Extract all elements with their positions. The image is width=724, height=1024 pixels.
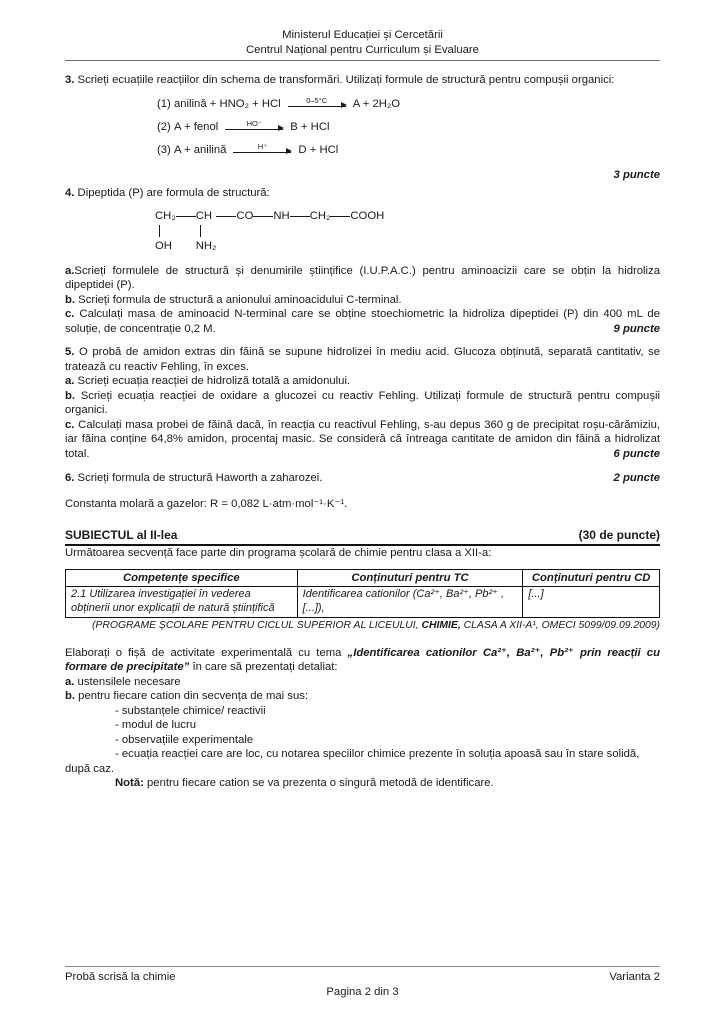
reaction-arrow	[225, 120, 283, 130]
group-nh: NH	[273, 209, 290, 222]
points-label: 2 puncte	[613, 472, 660, 484]
col-header-tc: Conținuturi pentru TC	[297, 570, 523, 587]
subject2-header	[65, 528, 660, 546]
q5a-label: a.	[65, 375, 75, 387]
q6-number: 6.	[65, 472, 75, 484]
table-header-row	[66, 570, 660, 587]
q4b-text: Scrieți formula de structură a anionului aminoacidului C-terminal.	[75, 293, 402, 306]
q4-number: 4.	[65, 187, 75, 199]
footer-page-number: Pagina 2 din 3	[326, 985, 399, 998]
eq1-label: (1)	[157, 97, 171, 110]
eq3-condition: H⁺	[257, 141, 268, 151]
cell-competente: 2.1 Utilizarea investigației în vederea obținerii unor explicații de natură științifică	[66, 587, 298, 618]
q3-number: 3.	[65, 74, 75, 86]
q3-paragraph	[65, 73, 660, 88]
task-pre: Elaborați o fișă de activitate experimentală cu tema	[65, 646, 348, 659]
eq2-condition: HO⁻	[246, 118, 262, 128]
reaction-2	[157, 120, 660, 143]
col-header-cd: Conținuturi pentru CD	[523, 570, 660, 587]
group-cooh: COOH	[350, 209, 385, 222]
horizontal-bond	[290, 216, 310, 217]
points-label: 3 puncte	[613, 168, 660, 181]
q5c-paragraph	[65, 418, 660, 462]
eq3-label: (3)	[157, 143, 171, 156]
q5b-label: b.	[65, 389, 76, 402]
eq3-rhs: D + HCl	[298, 143, 339, 156]
group-ch: CH	[195, 209, 213, 222]
q4b-paragraph	[65, 293, 660, 308]
eq2-lhs: A + fenol	[173, 120, 219, 133]
reaction-arrow	[288, 97, 346, 107]
q5a-paragraph	[65, 374, 660, 389]
cell-continuturi-tc: Identificarea cationilor (Ca²⁺, Ba²⁺, Pb²⁺ , [...]),	[297, 587, 523, 618]
vertical-bond	[200, 225, 201, 237]
q4-intro: Dipeptida (P) are formula de structură:	[74, 187, 270, 199]
group-co: CO	[236, 209, 254, 222]
vertical-bond	[159, 225, 160, 237]
subject2-title: SUBIECTUL al II-lea	[65, 528, 178, 542]
list-item: - ecuația reacției care are loc, cu notarea speciilor chimice prezente în soluția apoasă sau în stare solidă, după caz.	[65, 748, 640, 775]
dipeptide-structure	[155, 209, 660, 254]
ministry-line: Ministerul Educației și Cercetării	[282, 29, 443, 41]
atom-group	[196, 209, 217, 254]
list-item: - substanțele chimice/ reactivii	[115, 704, 266, 717]
footer-right: Varianta 2	[609, 971, 660, 983]
q4a-label: a.	[65, 264, 75, 277]
points-label: 9 puncte	[613, 322, 660, 335]
gas-constant-line: Constanta molară a gazelor: R = 0,082 L·atm·mol⁻¹·K⁻¹.	[65, 497, 348, 510]
q4c-text: Calculați masa de aminoacid N-terminal care se obține stoechiometric la hidroliza dipeptidei (P) din 400 mL de soluție, de concentrație 0,2 M.	[65, 308, 660, 335]
q5-intro: O probă de amidon extras din făină se supune hidrolizei în mediu acid. Glucoza obținută, separată cantitativ, se tratează cu reactiv Fehling, în exces.	[65, 346, 660, 373]
q4a-text: Scrieți formulele de structură și denumirile științifice (I.U.P.A.C.) pentru aminoacizii care se obțin la hidroliza dipeptidei (P).	[65, 264, 660, 291]
table-caption: (PROGRAME ȘCOLARE PENTRU CICLUL SUPERIOR AL LICEULUI, CHIMIE, CLASA A XII-A¹, OMECI 5099/09.09.2009)	[91, 620, 660, 631]
q3-points-row	[65, 168, 660, 183]
q4b-label: b.	[65, 293, 76, 306]
eq1-rhs: A + 2H₂O	[352, 97, 401, 110]
q4-paragraph	[65, 186, 660, 201]
reaction-arrow	[233, 143, 291, 153]
q5b-text: Scrieți ecuația reacției de oxidare a glucozei cu reactiv Fehling. Utilizați formule de structură pentru compușii organici.	[65, 389, 660, 416]
group-oh: OH	[155, 240, 172, 252]
q4c-label: c.	[65, 308, 75, 320]
header-rule	[65, 60, 660, 61]
group-ch2b: CH₂	[309, 209, 331, 222]
subject2-points: (30 de puncte)	[578, 528, 660, 542]
horizontal-bond	[253, 216, 273, 217]
task-a-label: a.	[65, 675, 75, 688]
arrow-shaft	[225, 129, 283, 130]
q5c-label: c.	[65, 418, 75, 431]
arrow-shaft	[233, 152, 291, 153]
horizontal-bond	[330, 216, 350, 217]
curriculum-table	[65, 569, 660, 618]
group-nh2: NH₂	[195, 240, 217, 252]
reaction-scheme	[157, 97, 660, 166]
list-item: - observațiile experimentale	[115, 733, 254, 746]
page-footer	[65, 966, 660, 999]
horizontal-bond	[176, 216, 196, 217]
q5b-paragraph	[65, 389, 660, 418]
q5-paragraph	[65, 345, 660, 374]
task-b-label: b.	[65, 690, 76, 702]
eq1-condition: 0–5°C	[306, 95, 328, 105]
task-paragraph	[65, 646, 660, 675]
reaction-3	[157, 143, 660, 166]
task-b-text: pentru fiecare cation din secvența de mai sus:	[75, 690, 309, 702]
q6-row	[65, 471, 660, 486]
note-text: pentru fiecare cation se va prezenta o singură metodă de identificare.	[143, 777, 494, 789]
q4c-paragraph	[65, 307, 660, 336]
arrow-shaft	[288, 106, 346, 107]
task-theme: „Identificarea cationilor Ca²⁺, Ba²⁺, Pb²⁺ prin reacții cu formare de precipitate”	[65, 646, 660, 673]
task-post: în care să prezentați detaliat:	[189, 661, 338, 673]
eq1-lhs: anilină + HNO₂ + HCl	[173, 97, 281, 110]
cell-continuturi-cd: [...]	[523, 587, 660, 618]
q6-paragraph	[65, 471, 322, 486]
q3-text: Scrieți ecuațiile reacțiilor din schema de transformări. Utilizați formule de structură pentru compușii organici:	[74, 74, 615, 86]
task-a-paragraph	[65, 675, 660, 690]
group-ch2: CH₂	[155, 209, 176, 222]
subject2-intro: Următoarea secvență face parte din programa școlară de chimie pentru clasa a XII-a:	[65, 546, 492, 559]
task-b-paragraph	[65, 689, 660, 704]
note-label: Notă:	[115, 777, 144, 789]
q5c-text: Calculați masa probei de făină dacă, în reacția cu reactivul Fehling, s-au depus 360 g de precipitat roșu-cărămiziu, iar făina conține 64,8% amidon, procentaj masic. Se consideră că întreaga cantitate de amidon din făină a hidrolizat total.	[65, 418, 660, 460]
list-item: - modul de lucru	[115, 719, 196, 731]
eq2-rhs: B + HCl	[290, 120, 330, 133]
footer-rule	[65, 966, 660, 967]
reaction-1	[157, 97, 660, 120]
col-header-competente: Competențe specifice	[66, 570, 298, 587]
q4a-paragraph	[65, 264, 660, 293]
q5-number: 5.	[65, 346, 75, 358]
task-a-text: ustensilele necesare	[74, 675, 181, 688]
note-paragraph	[65, 776, 660, 791]
q6-text: Scrieți formula de structură Haworth a zaharozei.	[74, 472, 323, 484]
q5a-text: Scrieți ecuația reacției de hidroliză totală a amidonului.	[74, 375, 351, 387]
footer-left: Probă scrisă la chimie	[65, 971, 176, 983]
eq2-label: (2)	[157, 120, 171, 133]
points-label: 6 puncte	[613, 447, 660, 460]
eq3-lhs: A + anilină	[173, 143, 227, 156]
table-row	[66, 587, 660, 618]
atom-group	[155, 209, 176, 254]
center-line: Centrul Național pentru Curriculum și Evaluare	[246, 43, 479, 56]
caption-chimie: CHIMIE,	[421, 620, 461, 631]
document-header	[65, 28, 660, 57]
horizontal-bond	[216, 216, 236, 217]
